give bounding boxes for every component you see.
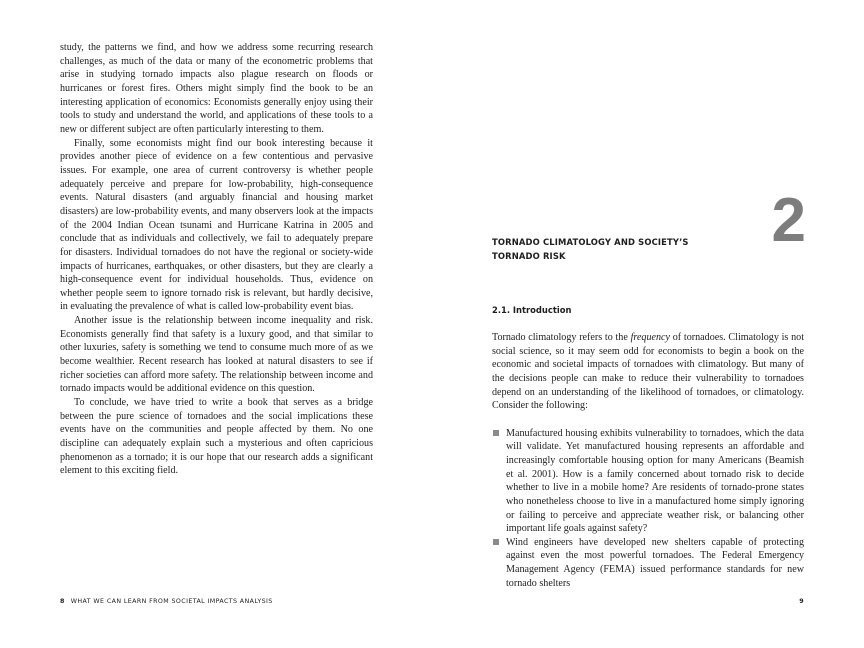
square-bullet-icon — [493, 539, 499, 545]
chapter-title-line-1: TORNADO CLIMATOLOGY AND SOCIETY’S — [492, 237, 689, 247]
paragraph-finally: Finally, some economists might find our book interesting because it provides another piece of evidence on a few contentious and pervasive issues. For example, one area of current controversy is whether people adequately perceive and prepare for low-probability, high-consequence events. Natural disasters (and arguably financial and housing market disasters) are low-probability events, and many observers look at the impacts of the 2004 Indian Ocean tsunami and Hurricane Katrina in 2005 and conclude that as individuals and collectively, we fail to adequately prepare for disasters. Individual tornadoes do not have the regional or society-wide impacts of hurricanes, earthquakes, or other disasters, but they are clearly a high-consequence event for individual households. Thus, evidence on whether people seem to ignore tornado risk is relevant, but hardly decisive, in evaluating the prevalence of what is called low-probability event bias. — [60, 137, 373, 313]
right-page-body — [492, 331, 804, 590]
paragraph-conclusion: To conclude, we have tried to write a book that serves as a bridge between the pure science of tornadoes and the social implications these events have on the communities and people affected by them. No one discipline can adequately explain such a mysterious and often capricious phenomenon as a tornado; it is our hope that our research adds a significant element to this exciting field. — [60, 397, 373, 477]
intro-text-end: of tornadoes. Climatology is not social science, so it may seem odd for economists to begin a book on the economic and societal impacts of tornadoes with climatology. But many of the decisions people can make to reduce their vulnerability to tornadoes depend on an understanding of the likelihood of tornadoes, or climatology. Consider the following: — [492, 332, 805, 412]
bullet-item-shelters — [492, 536, 804, 591]
chapter-number: 2 — [771, 186, 806, 255]
chapter-title — [492, 236, 732, 264]
left-page-number: 8 — [60, 598, 65, 605]
bullet-item-manufactured-housing — [492, 427, 804, 536]
intro-text-start: Tornado climatology refers to the — [492, 332, 631, 343]
left-page-body — [60, 41, 373, 478]
chapter-title-line-2: TORNADO RISK — [492, 250, 566, 261]
paragraph-continuation: study, the patterns we find, and how we address some recurring research challenges, as much of the data or many of the econometric problems that arise in studying tornado impacts also plague research on floods or hurricanes or forest fires. Others might simply find the book to be an interesting application of economics: Economists generally enjoy using their tools to study and understand the world, and applications of these tools to a new or different subject are often particularly interesting to them. — [60, 42, 373, 135]
section-heading: 2.1. Introduction — [492, 305, 572, 315]
left-running-footer — [60, 597, 273, 606]
bullet-text: Wind engineers have developed new shelters capable of protecting against even the most powerful tornadoes. The Federal Emergency Management Agency (FEMA) issued performance standards for new tornado shelters — [506, 536, 804, 589]
right-page-number: 9 — [799, 598, 804, 605]
paragraph-income-inequality: Another issue is the relationship between income inequality and risk. Economists generally find that safety is a luxury good, and that similar to other luxuries, safety is something we tend to consume much more of as we become wealthier. Recent research has looked at natural disasters to see if richer societies can afford more safety. The relationship between income and tornado impacts would be additional evidence on this question. — [60, 315, 373, 395]
running-title: WHAT WE CAN LEARN FROM SOCIETAL IMPACTS ANALYSIS — [70, 598, 273, 605]
intro-emphasis: frequency — [630, 332, 671, 343]
bullet-list — [492, 427, 804, 591]
right-page — [432, 0, 864, 648]
square-bullet-icon — [493, 430, 499, 436]
intro-paragraph — [492, 331, 804, 413]
bullet-text: Manufactured housing exhibits vulnerability to tornadoes, which the data will validate. Yet manufactured housing represents an affordable and increasingly comfortable housing option for many Americans (Beamish et al. 2001). How is a family concerned about tornado risk to decide whether to live in a mobile home? Are residents of tornado-prone states who nonetheless choose to live in a manufactured home simply ignoring or failing to perceive and appreciate weather risk, or balancing other important life goals against safety? — [506, 427, 804, 535]
